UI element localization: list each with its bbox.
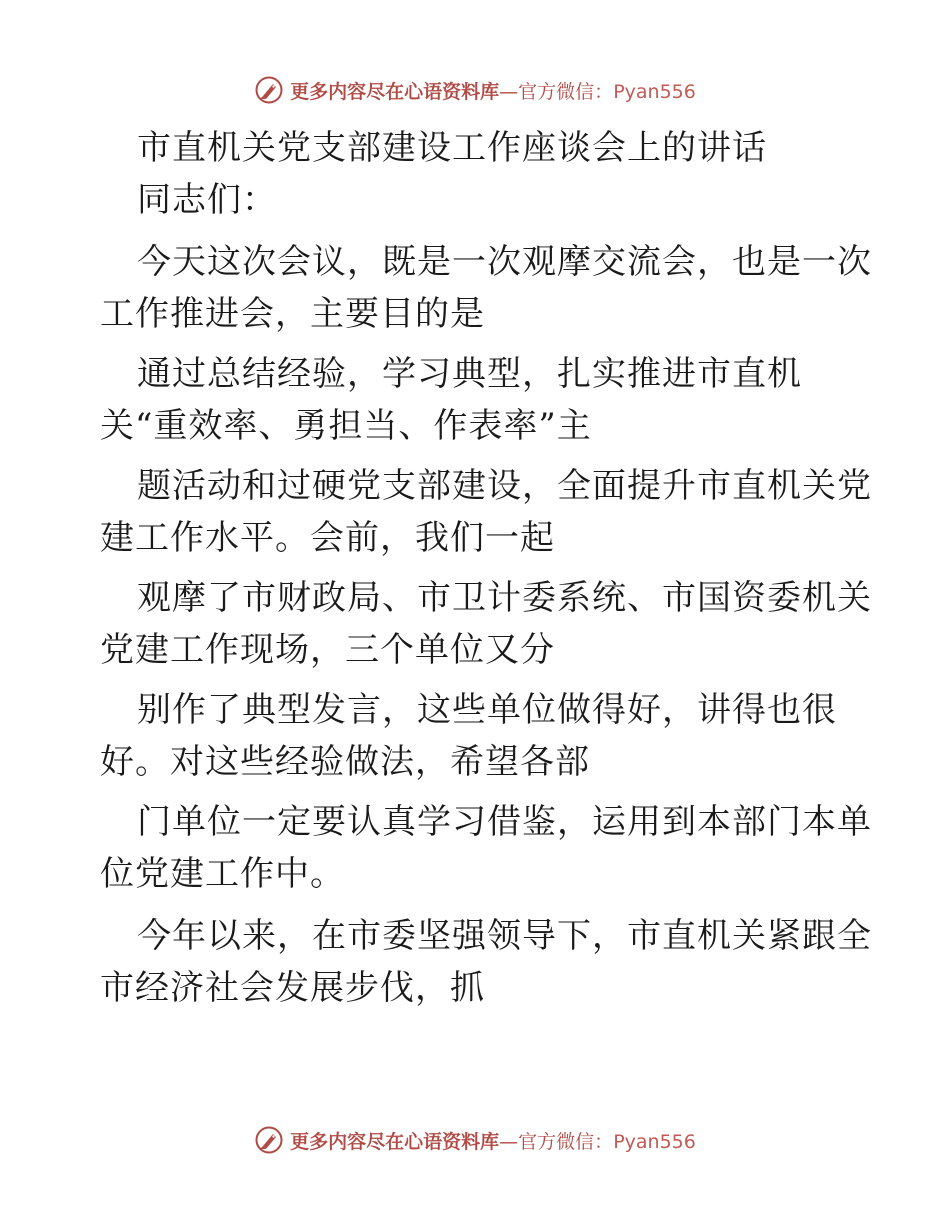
paragraph-line: 题活动和过硬党支部建设，全面提升市直机关党 <box>137 466 872 506</box>
document-body <box>100 122 872 1014</box>
paragraph-line: 建工作水平。会前，我们一起 <box>100 518 555 558</box>
pen-nib-logo-icon <box>254 1125 284 1155</box>
header-separator: — <box>499 80 519 103</box>
header-wechat-label: 官方微信： <box>518 80 614 103</box>
pen-nib-logo-icon <box>254 75 284 105</box>
header-banner-text <box>290 77 696 104</box>
salutation: 同志们： <box>137 180 277 220</box>
footer-banner <box>0 1120 950 1160</box>
paragraph-line: 市经济社会发展步伐，抓 <box>100 968 485 1008</box>
paragraph-line: 别作了典型发言，这些单位做得好，讲得也很 <box>137 690 837 730</box>
paragraph-line: 观摩了市财政局、市卫计委系统、市国资委机关 <box>137 578 872 618</box>
header-banner <box>0 70 950 110</box>
paragraph-line: 通过总结经验，学习典型，扎实推进市直机 <box>137 354 802 394</box>
paragraph-line: 关“重效率、勇担当、作表率”主 <box>100 406 592 446</box>
paragraph-line: 今年以来，在市委坚强领导下，市直机关紧跟全 <box>137 916 872 956</box>
footer-site-name: 更多内容尽在心语资料库 <box>290 1130 500 1153</box>
footer-banner-text <box>290 1127 696 1154</box>
footer-separator: — <box>499 1130 519 1153</box>
paragraph-line: 工作推进会，主要目的是 <box>100 294 485 334</box>
paragraph-line: 今天这次会议，既是一次观摩交流会，也是一次 <box>137 242 872 282</box>
footer-wechat-id: Pyan556 <box>613 1130 696 1153</box>
header-wechat-id: Pyan556 <box>613 80 696 103</box>
document-title: 市直机关党支部建设工作座谈会上的讲话 <box>137 128 767 168</box>
paragraph-line: 党建工作现场，三个单位又分 <box>100 630 555 670</box>
paragraph-line: 门单位一定要认真学习借鉴，运用到本部门本单 <box>137 802 872 842</box>
paragraph-line: 位党建工作中。 <box>100 854 345 894</box>
paragraph-line: 好。对这些经验做法，希望各部 <box>100 742 590 782</box>
footer-wechat-label: 官方微信： <box>518 1130 614 1153</box>
header-site-name: 更多内容尽在心语资料库 <box>290 80 500 103</box>
